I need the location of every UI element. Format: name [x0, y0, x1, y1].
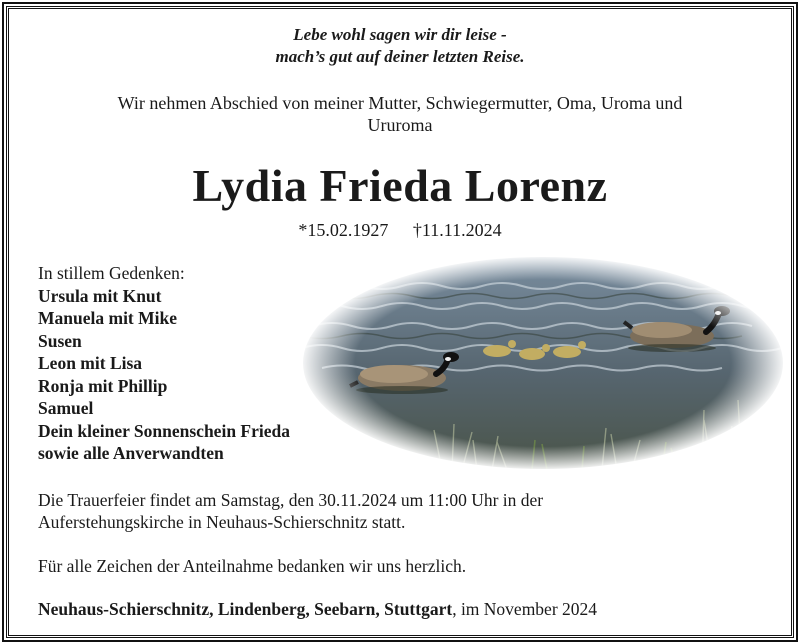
service-line-2: Auferstehungskirche in Neuhaus-Schierschnitz statt. — [38, 512, 406, 532]
footer-date: , im November 2024 — [452, 599, 598, 619]
mourners-heading: In stillem Gedenken: — [38, 263, 185, 283]
footer-places: Neuhaus-Schierschnitz, Lindenberg, Seebarn, Stuttgart — [38, 599, 453, 619]
geese-on-water-photo — [302, 256, 784, 470]
mourner-name: Ursula mit Knut — [38, 285, 162, 306]
thanks-text: Für alle Zeichen der Anteilnahme bedanken wir uns herzlich. — [38, 556, 467, 576]
poem-line-1: Lebe wohl sagen wir dir leise - — [293, 25, 507, 44]
intro-line-1: Wir nehmen Abschied von meiner Mutter, Schwiegermutter, Oma, Uroma und — [117, 93, 683, 113]
service-line-1: Die Trauerfeier findet am Samstag, den 30.11.2024 um 11:00 Uhr in der — [38, 490, 544, 510]
footer — [38, 598, 768, 620]
death-date: †11.11.2024 — [412, 220, 502, 240]
life-dates — [0, 219, 800, 241]
intro-text — [60, 92, 740, 136]
mourner-name: Samuel — [38, 398, 94, 418]
mourner-name: Ronja mit Phillip — [38, 375, 168, 396]
poem-line-2: mach’s gut auf deiner letzten Reise. — [275, 47, 525, 66]
mourner-name: Dein kleiner Sonnenschein Frieda — [38, 420, 290, 441]
mourner-name: Manuela mit Mike — [38, 308, 178, 328]
poem — [0, 24, 800, 68]
service-info — [38, 489, 768, 533]
deceased-name: Lydia Frieda Lorenz — [192, 160, 608, 211]
mourner-name: Leon mit Lisa — [38, 353, 143, 373]
mourners-list — [38, 262, 290, 465]
mourner-name: Susen — [38, 330, 82, 351]
birth-date: *15.02.1927 — [298, 220, 389, 240]
mourner-name: sowie alle Anverwandten — [38, 443, 224, 463]
intro-line-2: Ururoma — [367, 115, 433, 135]
